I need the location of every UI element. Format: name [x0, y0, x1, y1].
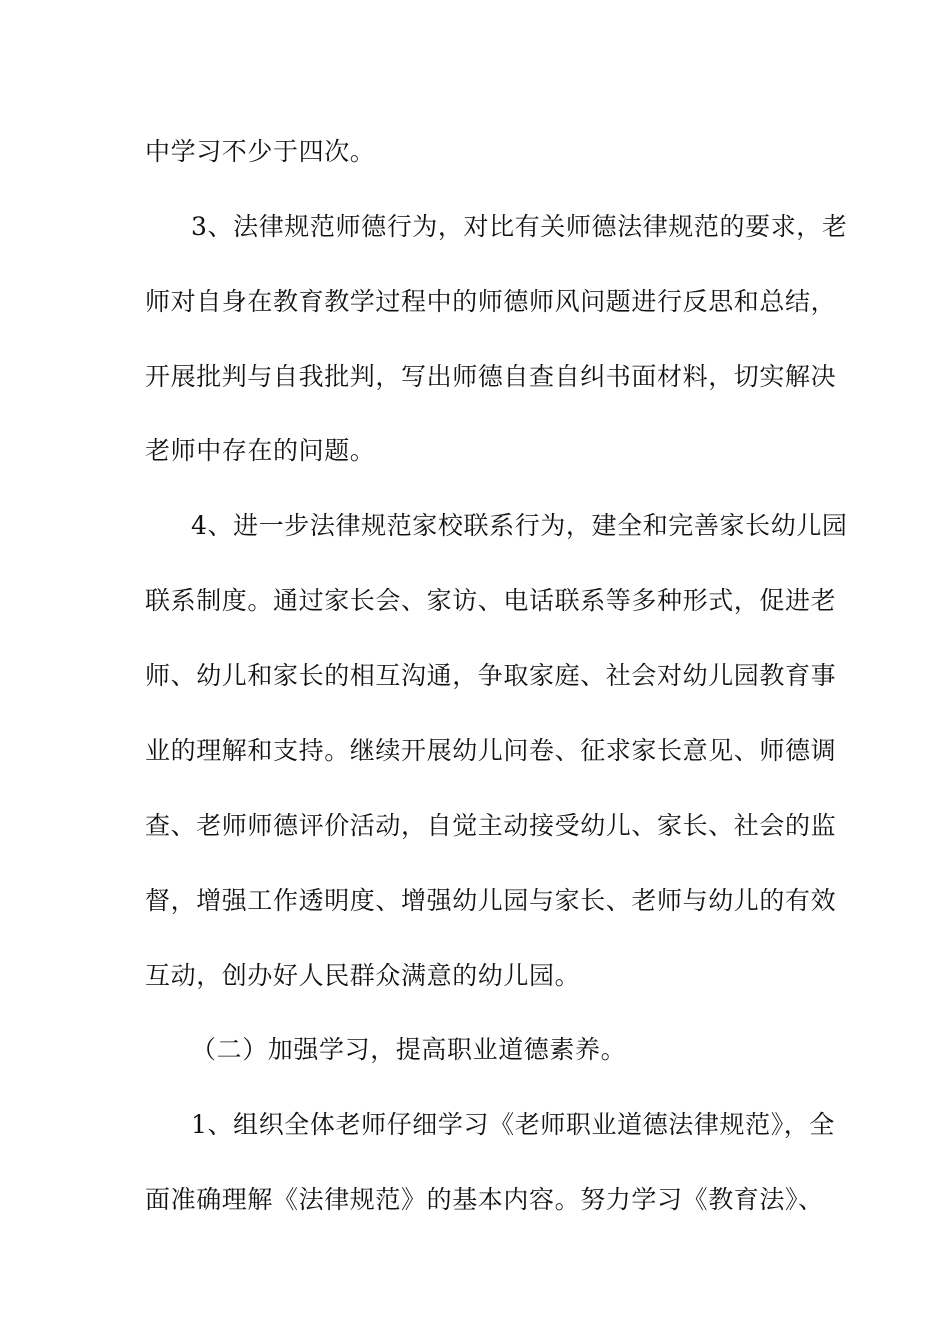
text-line: 开展批判与自我批判，写出师德自查自纠书面材料，切实解决 — [145, 362, 837, 391]
text-line: 面准确理解《法律规范》的基本内容。努力学习《教育法》、 — [145, 1185, 824, 1214]
text-line: 师、幼儿和家长的相互沟通，争取家庭、社会对幼儿园教育事 — [145, 661, 837, 690]
text-line: 督，增强工作透明度、增强幼儿园与家长、老师与幼儿的有效 — [145, 886, 837, 915]
text-line: 查、老师师德评价活动，自觉主动接受幼儿、家长、社会的监 — [145, 811, 837, 840]
text-line: 互动，创办好人民群众满意的幼儿园。 — [145, 961, 581, 990]
text-line: 中学习不少于四次。 — [145, 137, 376, 166]
text-line: 3、法律规范师德行为，对比有关师德法律规范的要求，老 — [191, 212, 848, 241]
section-heading: （二）加强学习，提高职业道德素养。 — [191, 1035, 627, 1064]
text-line: 4、进一步法律规范家校联系行为，建全和完善家长幼儿园 — [191, 511, 848, 540]
text-line: 老师中存在的问题。 — [145, 436, 376, 465]
text-line: 1、组织全体老师仔细学习《老师职业道德法律规范》，全 — [191, 1110, 836, 1139]
text-line: 业的理解和支持。继续开展幼儿问卷、征求家长意见、师德调 — [145, 736, 837, 765]
text-line: 师对自身在教育教学过程中的师德师风问题进行反思和总结， — [145, 287, 837, 316]
text-line: 联系制度。通过家长会、家访、电话联系等多种形式，促进老 — [145, 586, 837, 615]
